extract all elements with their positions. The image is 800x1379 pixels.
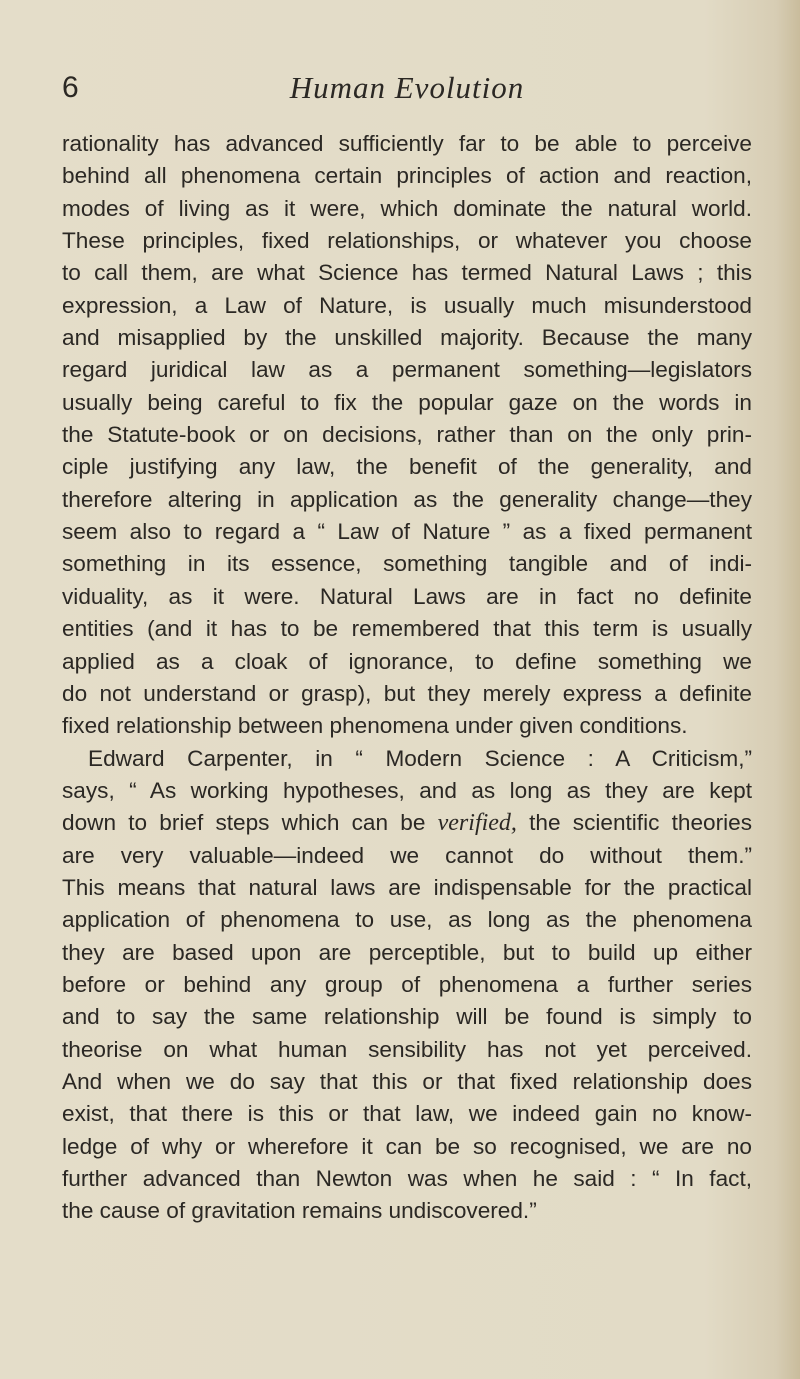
text-line: they are based upon are perceptible, but to build up either bbox=[62, 939, 752, 965]
text-line: rationality has advanced sufficiently far to be able to perceive bbox=[62, 131, 752, 156]
text-line: viduality, as it were. Natural Laws are in fact no definite bbox=[62, 583, 752, 609]
text-line: seem also to regard a “ Law of Nature ” as a fixed permanent bbox=[62, 519, 752, 545]
line-lead: down to brief steps which can be bbox=[62, 810, 438, 836]
text-line: This means that natural laws are indispensable for the practical bbox=[62, 874, 752, 900]
text-line: and misapplied by the unskilled majority. Because the many bbox=[62, 325, 752, 351]
text-line: application of phenomena to use, as long as the phenomena bbox=[62, 907, 752, 933]
text-line: the cause of gravitation remains undiscovered.” bbox=[62, 1198, 537, 1224]
text-line: and to say the same relationship will be found is simply to bbox=[62, 1004, 752, 1030]
text-line: the Statute-book or on decisions, rather than on the only prin- bbox=[62, 422, 752, 448]
text-line: do not understand or grasp), but they merely express a definite bbox=[62, 680, 752, 706]
text-line: further advanced than Newton was when he said : “ In fact, bbox=[62, 1166, 752, 1191]
line-tail: the scientific theories bbox=[516, 810, 752, 836]
text-line: expression, a Law of Nature, is usually much misunderstood bbox=[62, 292, 752, 318]
text-line: before or behind any group of phenomena a further series bbox=[62, 971, 752, 997]
text-line: something in its essence, something tangible and of indi- bbox=[62, 551, 752, 577]
text-line: usually being careful to fix the popular gaze on the words in bbox=[62, 389, 752, 415]
body-paragraphs bbox=[62, 128, 752, 1228]
text-line-with-italic bbox=[62, 807, 752, 839]
text-line: ledge of why or wherefore it can be so recognised, we are no bbox=[62, 1133, 752, 1159]
text-line: behind all phenomena certain principles of action and reaction, bbox=[62, 163, 752, 189]
text-line: says, “ As working hypotheses, and as long as they are kept bbox=[62, 777, 752, 803]
text-line: exist, that there is this or that law, we indeed gain no know- bbox=[62, 1101, 752, 1127]
text-line: fixed relationship between phenomena under given conditions. bbox=[62, 713, 688, 739]
text-line: And when we do say that this or that fixed relationship does bbox=[62, 1068, 752, 1094]
text-line: modes of living as it were, which dominate the natural world. bbox=[62, 195, 752, 221]
italic-word: verified, bbox=[437, 810, 517, 837]
text-line: to call them, are what Science has termed Natural Laws ; this bbox=[62, 260, 752, 286]
page-header bbox=[62, 70, 752, 110]
text-line: are very valuable—indeed we cannot do without them.” bbox=[62, 842, 752, 868]
text-line: entities (and it has to be remembered that this term is usually bbox=[62, 616, 752, 642]
text-line: theorise on what human sensibility has not yet perceived. bbox=[62, 1036, 752, 1062]
text-line: regard juridical law as a permanent something—legislators bbox=[62, 357, 752, 383]
running-title: Human Evolution bbox=[289, 70, 525, 105]
text-line: ciple justifying any law, the benefit of the generality, and bbox=[62, 454, 752, 480]
text-line: therefore altering in application as the generality change—they bbox=[62, 486, 752, 512]
page-number: 6 bbox=[62, 71, 79, 104]
paragraph-start-line: Edward Carpenter, in “ Modern Science : A Criticism,” bbox=[88, 745, 752, 771]
text-line: applied as a cloak of ignorance, to define something we bbox=[62, 648, 752, 674]
text-line: These principles, fixed relationships, or whatever you choose bbox=[62, 228, 752, 254]
